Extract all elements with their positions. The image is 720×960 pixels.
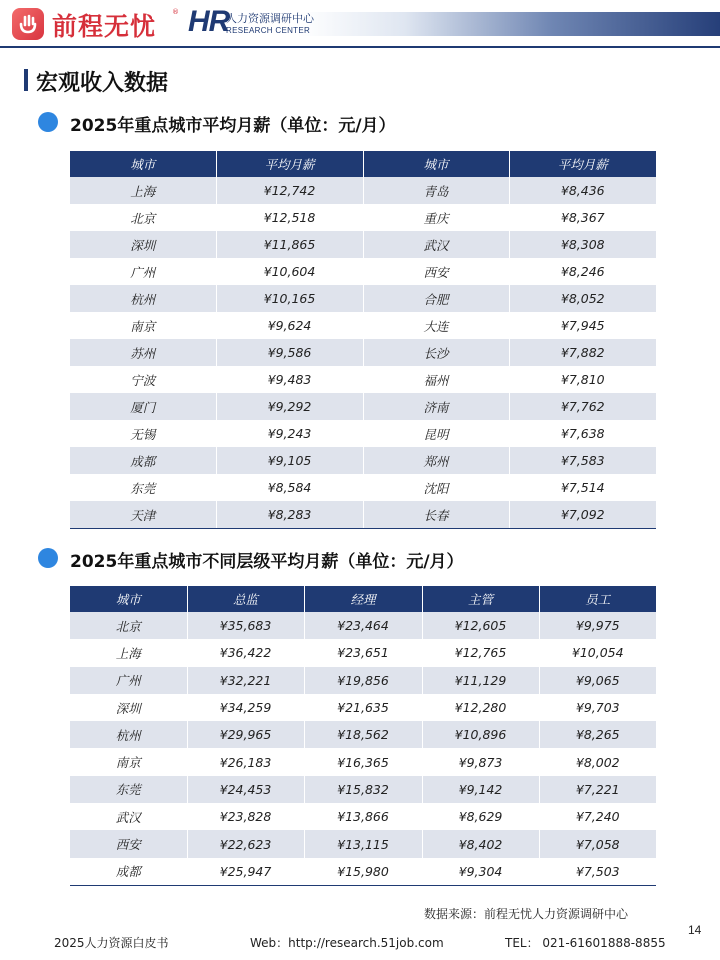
hr-logo-mark: HR	[188, 5, 230, 38]
registered-mark: ®	[172, 8, 179, 16]
salary-cell: ¥8,367	[509, 204, 656, 231]
column-header: 城市	[70, 586, 187, 612]
salary-cell: ¥15,980	[304, 858, 422, 886]
table-row	[70, 667, 656, 694]
salary-cell: ¥10,054	[539, 639, 656, 666]
column-header: 城市	[363, 151, 509, 177]
salary-cell: ¥11,129	[422, 667, 539, 694]
city-cell: 苏州	[70, 339, 216, 366]
city-cell: 重庆	[363, 204, 509, 231]
salary-cell: ¥8,265	[539, 721, 656, 748]
salary-cell: ¥34,259	[187, 694, 304, 721]
salary-cell: ¥32,221	[187, 667, 304, 694]
salary-cell: ¥9,624	[216, 312, 363, 339]
salary-cell: ¥9,586	[216, 339, 363, 366]
bullet-dot-icon	[38, 112, 58, 132]
data-source-note: 数据来源：前程无忧人力资源调研中心	[424, 907, 629, 921]
city-cell: 合肥	[363, 285, 509, 312]
salary-cell: ¥9,105	[216, 447, 363, 474]
salary-cell: ¥19,856	[304, 667, 422, 694]
salary-cell: ¥7,058	[539, 830, 656, 857]
salary-cell: ¥7,638	[509, 420, 656, 447]
salary-cell: ¥7,503	[539, 858, 656, 886]
city-cell: 武汉	[115, 809, 141, 825]
city-cell: 天津	[70, 501, 216, 529]
column-header: 平均月薪	[509, 151, 656, 177]
salary-cell: ¥9,975	[539, 612, 656, 639]
city-cell: 东莞	[130, 480, 156, 496]
city-cell: 无锡	[130, 426, 156, 442]
city-cell: 郑州	[363, 447, 509, 474]
column-header: 城市	[70, 151, 216, 177]
footer-web-link[interactable]: Web：http://research.51job.com	[250, 936, 444, 950]
salary-cell: ¥12,765	[422, 639, 539, 666]
table-row	[70, 501, 656, 529]
table-row	[70, 312, 656, 339]
city-cell: 东莞	[70, 776, 187, 803]
salary-cell: ¥9,483	[216, 366, 363, 393]
salary-cell: ¥8,283	[216, 501, 363, 529]
column-header: 平均月薪	[216, 151, 363, 177]
table-row	[70, 803, 656, 830]
salary-cell: ¥9,065	[539, 667, 656, 694]
city-cell: 南京	[115, 755, 141, 771]
hr-center-name-cn: 人力资源调研中心	[226, 12, 314, 25]
salary-cell: ¥9,243	[216, 420, 363, 447]
salary-cell: ¥7,882	[509, 339, 656, 366]
salary-cell: ¥8,308	[509, 231, 656, 258]
salary-cell: ¥23,651	[304, 639, 422, 666]
level-salary-table	[70, 586, 656, 886]
salary-cell: ¥7,514	[509, 474, 656, 501]
salary-cell: ¥10,896	[422, 721, 539, 748]
city-cell: 杭州	[70, 285, 216, 312]
city-cell: 上海	[115, 645, 141, 661]
city-cell: 西安	[70, 830, 187, 857]
city-cell: 成都	[70, 447, 216, 474]
city-cell: 北京	[70, 612, 187, 639]
column-header: 主管	[422, 586, 539, 612]
table-row	[70, 447, 656, 474]
city-cell: 大连	[363, 312, 509, 339]
city-cell: 深圳	[115, 700, 141, 716]
city-cell: 武汉	[363, 231, 509, 258]
table-row	[70, 474, 656, 501]
footer-telephone: TEL： 021-61601888-8855	[505, 936, 666, 950]
salary-cell: ¥36,422	[187, 639, 304, 666]
table-row	[70, 204, 656, 231]
salary-cell: ¥12,518	[216, 204, 363, 231]
salary-cell: ¥7,583	[509, 447, 656, 474]
salary-cell: ¥13,866	[304, 803, 422, 830]
table-row	[70, 366, 656, 393]
page-number: 14	[688, 923, 702, 937]
table-row	[70, 231, 656, 258]
city-cell: 福州	[363, 366, 509, 393]
page-header	[0, 0, 720, 50]
table-row	[70, 694, 656, 721]
salary-cell: ¥11,865	[216, 231, 363, 258]
salary-cell: ¥22,623	[187, 830, 304, 857]
city-cell: 广州	[70, 667, 187, 694]
brand-name: 前程无忧	[52, 12, 157, 41]
header-gradient-bar	[300, 12, 720, 36]
city-salary-table	[70, 151, 656, 529]
salary-cell: ¥9,703	[539, 694, 656, 721]
51job-logo-icon	[12, 8, 44, 40]
salary-cell: ¥8,052	[509, 285, 656, 312]
salary-cell: ¥12,280	[422, 694, 539, 721]
city-cell: 青岛	[363, 177, 509, 204]
city-cell: 长春	[363, 501, 509, 529]
salary-cell: ¥12,605	[422, 612, 539, 639]
salary-cell: ¥8,246	[509, 258, 656, 285]
salary-cell: ¥23,464	[304, 612, 422, 639]
salary-cell: ¥7,240	[539, 803, 656, 830]
table-header-row	[70, 586, 656, 612]
column-header: 总监	[187, 586, 304, 612]
section-title: 宏观收入数据	[36, 71, 169, 96]
salary-cell: ¥23,828	[187, 803, 304, 830]
city-cell: 南京	[130, 318, 156, 334]
city-cell: 长沙	[363, 339, 509, 366]
table2-title: 2025年重点城市不同层级平均月薪（单位：元/月）	[70, 552, 464, 572]
table-row	[70, 858, 656, 886]
salary-cell: ¥18,562	[304, 721, 422, 748]
table-row	[70, 721, 656, 748]
city-cell: 厦门	[70, 393, 216, 420]
salary-cell: ¥9,292	[216, 393, 363, 420]
table-row	[70, 177, 656, 204]
section-marker	[24, 69, 28, 91]
salary-cell: ¥15,832	[304, 776, 422, 803]
salary-cell: ¥10,604	[216, 258, 363, 285]
city-cell: 广州	[130, 264, 156, 280]
salary-cell: ¥7,945	[509, 312, 656, 339]
city-cell: 昆明	[363, 420, 509, 447]
salary-cell: ¥26,183	[187, 748, 304, 775]
salary-cell: ¥24,453	[187, 776, 304, 803]
table-row	[70, 748, 656, 775]
salary-cell: ¥9,142	[422, 776, 539, 803]
table-row	[70, 612, 656, 639]
bullet-dot-icon	[38, 548, 58, 568]
footer-title: 2025人力资源白皮书	[54, 936, 169, 950]
table1-title: 2025年重点城市平均月薪（单位：元/月）	[70, 116, 396, 136]
city-cell: 济南	[363, 393, 509, 420]
table-row	[70, 639, 656, 666]
header-divider	[0, 46, 720, 48]
salary-cell: ¥12,742	[216, 177, 363, 204]
city-cell: 宁波	[130, 372, 156, 388]
table-row	[70, 258, 656, 285]
city-cell: 西安	[363, 258, 509, 285]
salary-cell: ¥8,402	[422, 830, 539, 857]
city-cell: 上海	[70, 177, 216, 204]
table-row	[70, 420, 656, 447]
city-cell: 深圳	[70, 231, 216, 258]
table-row	[70, 393, 656, 420]
salary-cell: ¥35,683	[187, 612, 304, 639]
salary-cell: ¥25,947	[187, 858, 304, 886]
city-cell: 成都	[70, 858, 187, 886]
salary-cell: ¥29,965	[187, 721, 304, 748]
table-row	[70, 776, 656, 803]
salary-cell: ¥21,635	[304, 694, 422, 721]
salary-cell: ¥9,873	[422, 748, 539, 775]
salary-cell: ¥8,629	[422, 803, 539, 830]
salary-cell: ¥16,365	[304, 748, 422, 775]
salary-cell: ¥7,762	[509, 393, 656, 420]
table-row	[70, 285, 656, 312]
salary-cell: ¥7,810	[509, 366, 656, 393]
salary-cell: ¥9,304	[422, 858, 539, 886]
salary-cell: ¥13,115	[304, 830, 422, 857]
salary-cell: ¥8,436	[509, 177, 656, 204]
city-cell: 北京	[130, 210, 156, 226]
table-header-row	[70, 151, 656, 177]
salary-cell: ¥7,221	[539, 776, 656, 803]
city-cell: 杭州	[70, 721, 187, 748]
column-header: 员工	[539, 586, 656, 612]
salary-cell: ¥7,092	[509, 501, 656, 529]
column-header: 经理	[304, 586, 422, 612]
salary-cell: ¥8,002	[539, 748, 656, 775]
hr-center-name-en: RESEARCH CENTER	[226, 26, 311, 35]
salary-cell: ¥8,584	[216, 474, 363, 501]
city-cell: 沈阳	[363, 474, 509, 501]
table-row	[70, 830, 656, 857]
salary-cell: ¥10,165	[216, 285, 363, 312]
table-row	[70, 339, 656, 366]
